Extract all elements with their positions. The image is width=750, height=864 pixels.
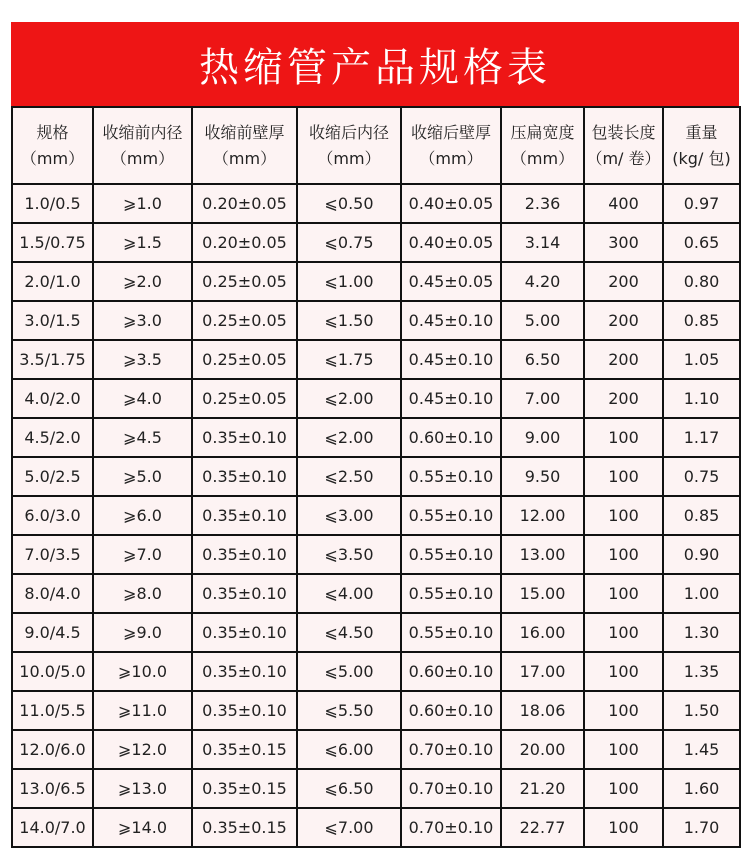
table-cell-flat-width: 6.50 <box>501 340 584 379</box>
table-cell-inner-diameter-before: ⩾4.0 <box>93 379 192 418</box>
table-cell-wall-before: 0.35±0.10 <box>192 418 297 457</box>
table-cell-inner-diameter-before: ⩾13.0 <box>93 769 192 808</box>
table-row <box>12 574 740 613</box>
table-cell-flat-width: 17.00 <box>501 652 584 691</box>
table-cell-weight: 1.00 <box>663 574 740 613</box>
table-cell-flat-width: 9.00 <box>501 418 584 457</box>
table-cell-flat-width: 5.00 <box>501 301 584 340</box>
column-header-name: 重量 <box>685 122 718 142</box>
table-row <box>12 613 740 652</box>
table-cell-wall-after: 0.45±0.10 <box>401 379 501 418</box>
table-cell-wall-after: 0.45±0.10 <box>401 301 501 340</box>
table-row <box>12 769 740 808</box>
table-cell-spec: 1.0/0.5 <box>12 184 93 223</box>
table-cell-spec: 6.0/3.0 <box>12 496 93 535</box>
table-cell-spec: 11.0/5.5 <box>12 691 93 730</box>
table-cell-inner-diameter-before: ⩾3.5 <box>93 340 192 379</box>
table-cell-inner-diameter-after: ⩽4.00 <box>297 574 401 613</box>
table-cell-inner-diameter-after: ⩽2.00 <box>297 379 401 418</box>
table-cell-wall-before: 0.35±0.15 <box>192 730 297 769</box>
table-cell-inner-diameter-before: ⩾11.0 <box>93 691 192 730</box>
table-cell-inner-diameter-after: ⩽4.50 <box>297 613 401 652</box>
table-cell-weight: 1.70 <box>663 808 740 847</box>
column-header-name: 包装长度 <box>591 122 656 142</box>
table-cell-pack-length: 100 <box>584 652 663 691</box>
table-cell-spec: 12.0/6.0 <box>12 730 93 769</box>
table-cell-spec: 2.0/1.0 <box>12 262 93 301</box>
table-cell-wall-before: 0.35±0.10 <box>192 457 297 496</box>
table-cell-inner-diameter-after: ⩽1.50 <box>297 301 401 340</box>
table-cell-weight: 0.90 <box>663 535 740 574</box>
table-row <box>12 730 740 769</box>
table-cell-wall-before: 0.25±0.05 <box>192 340 297 379</box>
table-row <box>12 652 740 691</box>
table-cell-flat-width: 4.20 <box>501 262 584 301</box>
table-cell-wall-before: 0.20±0.05 <box>192 223 297 262</box>
table-cell-wall-after: 0.55±0.10 <box>401 535 501 574</box>
table-cell-wall-after: 0.55±0.10 <box>401 613 501 652</box>
table-row <box>12 379 740 418</box>
table-cell-pack-length: 100 <box>584 496 663 535</box>
table-cell-inner-diameter-before: ⩾3.0 <box>93 301 192 340</box>
table-cell-wall-before: 0.25±0.05 <box>192 262 297 301</box>
table-cell-pack-length: 100 <box>584 574 663 613</box>
table-cell-flat-width: 22.77 <box>501 808 584 847</box>
column-header-wall-after <box>401 107 501 184</box>
table-header <box>12 107 740 184</box>
table-cell-pack-length: 100 <box>584 457 663 496</box>
table-row <box>12 340 740 379</box>
table-cell-pack-length: 100 <box>584 613 663 652</box>
table-row <box>12 535 740 574</box>
column-header-name: 收缩前内径 <box>102 122 183 142</box>
table-cell-flat-width: 12.00 <box>501 496 584 535</box>
table-cell-wall-after: 0.40±0.05 <box>401 184 501 223</box>
table-cell-spec: 4.0/2.0 <box>12 379 93 418</box>
table-cell-inner-diameter-before: ⩾7.0 <box>93 535 192 574</box>
table-cell-wall-before: 0.35±0.10 <box>192 691 297 730</box>
table-cell-spec: 3.5/1.75 <box>12 340 93 379</box>
table-cell-inner-diameter-after: ⩽2.50 <box>297 457 401 496</box>
table-cell-spec: 9.0/4.5 <box>12 613 93 652</box>
table-row <box>12 496 740 535</box>
table-cell-weight: 0.85 <box>663 496 740 535</box>
table-cell-wall-before: 0.35±0.10 <box>192 613 297 652</box>
table-cell-wall-before: 0.35±0.10 <box>192 535 297 574</box>
column-header-pack-length <box>584 107 663 184</box>
table-cell-flat-width: 20.00 <box>501 730 584 769</box>
table-cell-inner-diameter-after: ⩽5.50 <box>297 691 401 730</box>
table-cell-flat-width: 7.00 <box>501 379 584 418</box>
table-cell-weight: 1.45 <box>663 730 740 769</box>
table-cell-wall-after: 0.55±0.10 <box>401 496 501 535</box>
table-cell-wall-before: 0.35±0.10 <box>192 652 297 691</box>
table-row <box>12 691 740 730</box>
table-cell-inner-diameter-before: ⩾8.0 <box>93 574 192 613</box>
table-cell-inner-diameter-before: ⩾2.0 <box>93 262 192 301</box>
table-cell-pack-length: 200 <box>584 262 663 301</box>
table-cell-inner-diameter-after: ⩽7.00 <box>297 808 401 847</box>
table-cell-wall-after: 0.70±0.10 <box>401 730 501 769</box>
spec-sheet <box>11 22 739 848</box>
table-cell-inner-diameter-before: ⩾1.5 <box>93 223 192 262</box>
table-row <box>12 184 740 223</box>
table-cell-wall-after: 0.55±0.10 <box>401 457 501 496</box>
table-cell-flat-width: 15.00 <box>501 574 584 613</box>
table-cell-wall-before: 0.35±0.15 <box>192 769 297 808</box>
table-cell-inner-diameter-before: ⩾14.0 <box>93 808 192 847</box>
table-cell-wall-before: 0.25±0.05 <box>192 379 297 418</box>
table-cell-flat-width: 9.50 <box>501 457 584 496</box>
table-row <box>12 262 740 301</box>
column-header-unit: （mm） <box>212 148 277 168</box>
table-cell-wall-after: 0.60±0.10 <box>401 418 501 457</box>
table-cell-inner-diameter-after: ⩽5.00 <box>297 652 401 691</box>
table-cell-weight: 0.80 <box>663 262 740 301</box>
column-header-inner-diameter-before <box>93 107 192 184</box>
table-cell-spec: 10.0/5.0 <box>12 652 93 691</box>
table-cell-pack-length: 200 <box>584 379 663 418</box>
column-header-name: 规格 <box>36 122 69 142</box>
table-row <box>12 223 740 262</box>
table-cell-wall-before: 0.20±0.05 <box>192 184 297 223</box>
table-cell-weight: 1.60 <box>663 769 740 808</box>
table-cell-inner-diameter-after: ⩽6.00 <box>297 730 401 769</box>
table-cell-pack-length: 100 <box>584 691 663 730</box>
column-header-wall-before <box>192 107 297 184</box>
table-cell-inner-diameter-after: ⩽1.75 <box>297 340 401 379</box>
column-header-name: 收缩后内径 <box>308 122 389 142</box>
table-cell-inner-diameter-before: ⩾9.0 <box>93 613 192 652</box>
column-header-unit: （mm） <box>317 148 381 168</box>
table-row <box>12 457 740 496</box>
table-cell-weight: 1.35 <box>663 652 740 691</box>
table-cell-spec: 7.0/3.5 <box>12 535 93 574</box>
table-cell-spec: 1.5/0.75 <box>12 223 93 262</box>
column-header-unit: （mm） <box>419 148 483 168</box>
header-row <box>12 107 740 184</box>
column-header-unit: (kg/ 包) <box>672 148 731 168</box>
table-cell-wall-after: 0.55±0.10 <box>401 574 501 613</box>
table-cell-spec: 3.0/1.5 <box>12 301 93 340</box>
table-cell-wall-after: 0.70±0.10 <box>401 769 501 808</box>
table-cell-spec: 14.0/7.0 <box>12 808 93 847</box>
table-cell-pack-length: 400 <box>584 184 663 223</box>
column-header-unit: （mm） <box>20 148 85 168</box>
table-cell-pack-length: 300 <box>584 223 663 262</box>
column-header-unit: （mm） <box>110 148 175 168</box>
table-cell-inner-diameter-after: ⩽0.50 <box>297 184 401 223</box>
table-cell-spec: 13.0/6.5 <box>12 769 93 808</box>
table-body <box>12 184 740 847</box>
table-cell-pack-length: 100 <box>584 730 663 769</box>
table-cell-wall-after: 0.60±0.10 <box>401 652 501 691</box>
table-cell-inner-diameter-before: ⩾5.0 <box>93 457 192 496</box>
column-header-flat-width <box>501 107 584 184</box>
table-cell-inner-diameter-after: ⩽6.50 <box>297 769 401 808</box>
table-cell-weight: 1.10 <box>663 379 740 418</box>
table-cell-pack-length: 100 <box>584 535 663 574</box>
spec-table <box>11 106 741 848</box>
table-cell-weight: 1.30 <box>663 613 740 652</box>
column-header-weight <box>663 107 740 184</box>
table-cell-inner-diameter-after: ⩽3.50 <box>297 535 401 574</box>
table-cell-wall-before: 0.35±0.10 <box>192 574 297 613</box>
table-cell-weight: 1.50 <box>663 691 740 730</box>
table-cell-pack-length: 200 <box>584 301 663 340</box>
table-cell-inner-diameter-after: ⩽1.00 <box>297 262 401 301</box>
column-header-spec <box>12 107 93 184</box>
table-cell-pack-length: 100 <box>584 418 663 457</box>
table-title: 热缩管产品规格表 <box>11 22 739 106</box>
table-cell-flat-width: 3.14 <box>501 223 584 262</box>
table-row <box>12 808 740 847</box>
table-cell-flat-width: 21.20 <box>501 769 584 808</box>
table-cell-wall-after: 0.40±0.05 <box>401 223 501 262</box>
table-cell-weight: 0.75 <box>663 457 740 496</box>
table-cell-weight: 0.97 <box>663 184 740 223</box>
table-cell-inner-diameter-before: ⩾10.0 <box>93 652 192 691</box>
table-cell-spec: 5.0/2.5 <box>12 457 93 496</box>
column-header-inner-diameter-after <box>297 107 401 184</box>
table-cell-weight: 1.05 <box>663 340 740 379</box>
table-cell-wall-after: 0.70±0.10 <box>401 808 501 847</box>
table-cell-flat-width: 18.06 <box>501 691 584 730</box>
table-cell-wall-before: 0.25±0.05 <box>192 301 297 340</box>
table-cell-inner-diameter-before: ⩾4.5 <box>93 418 192 457</box>
table-cell-wall-after: 0.45±0.10 <box>401 340 501 379</box>
table-cell-inner-diameter-before: ⩾12.0 <box>93 730 192 769</box>
table-cell-inner-diameter-after: ⩽3.00 <box>297 496 401 535</box>
table-cell-weight: 0.65 <box>663 223 740 262</box>
column-header-name: 收缩后壁厚 <box>410 122 491 142</box>
table-cell-weight: 0.85 <box>663 301 740 340</box>
table-cell-wall-before: 0.35±0.10 <box>192 496 297 535</box>
table-cell-wall-after: 0.60±0.10 <box>401 691 501 730</box>
table-cell-flat-width: 16.00 <box>501 613 584 652</box>
table-cell-spec: 4.5/2.0 <box>12 418 93 457</box>
table-cell-flat-width: 2.36 <box>501 184 584 223</box>
table-row <box>12 418 740 457</box>
column-header-name: 收缩前壁厚 <box>204 122 285 142</box>
table-cell-pack-length: 100 <box>584 808 663 847</box>
table-cell-wall-before: 0.35±0.15 <box>192 808 297 847</box>
table-row <box>12 301 740 340</box>
table-cell-inner-diameter-before: ⩾1.0 <box>93 184 192 223</box>
table-cell-inner-diameter-before: ⩾6.0 <box>93 496 192 535</box>
table-cell-wall-after: 0.45±0.05 <box>401 262 501 301</box>
table-cell-pack-length: 100 <box>584 769 663 808</box>
table-cell-weight: 1.17 <box>663 418 740 457</box>
table-cell-inner-diameter-after: ⩽0.75 <box>297 223 401 262</box>
column-header-name: 压扁宽度 <box>510 122 575 142</box>
table-cell-flat-width: 13.00 <box>501 535 584 574</box>
table-cell-spec: 8.0/4.0 <box>12 574 93 613</box>
column-header-unit: （mm） <box>510 148 575 168</box>
column-header-unit: （m/ 卷） <box>586 148 661 168</box>
table-cell-pack-length: 200 <box>584 340 663 379</box>
table-cell-inner-diameter-after: ⩽2.00 <box>297 418 401 457</box>
